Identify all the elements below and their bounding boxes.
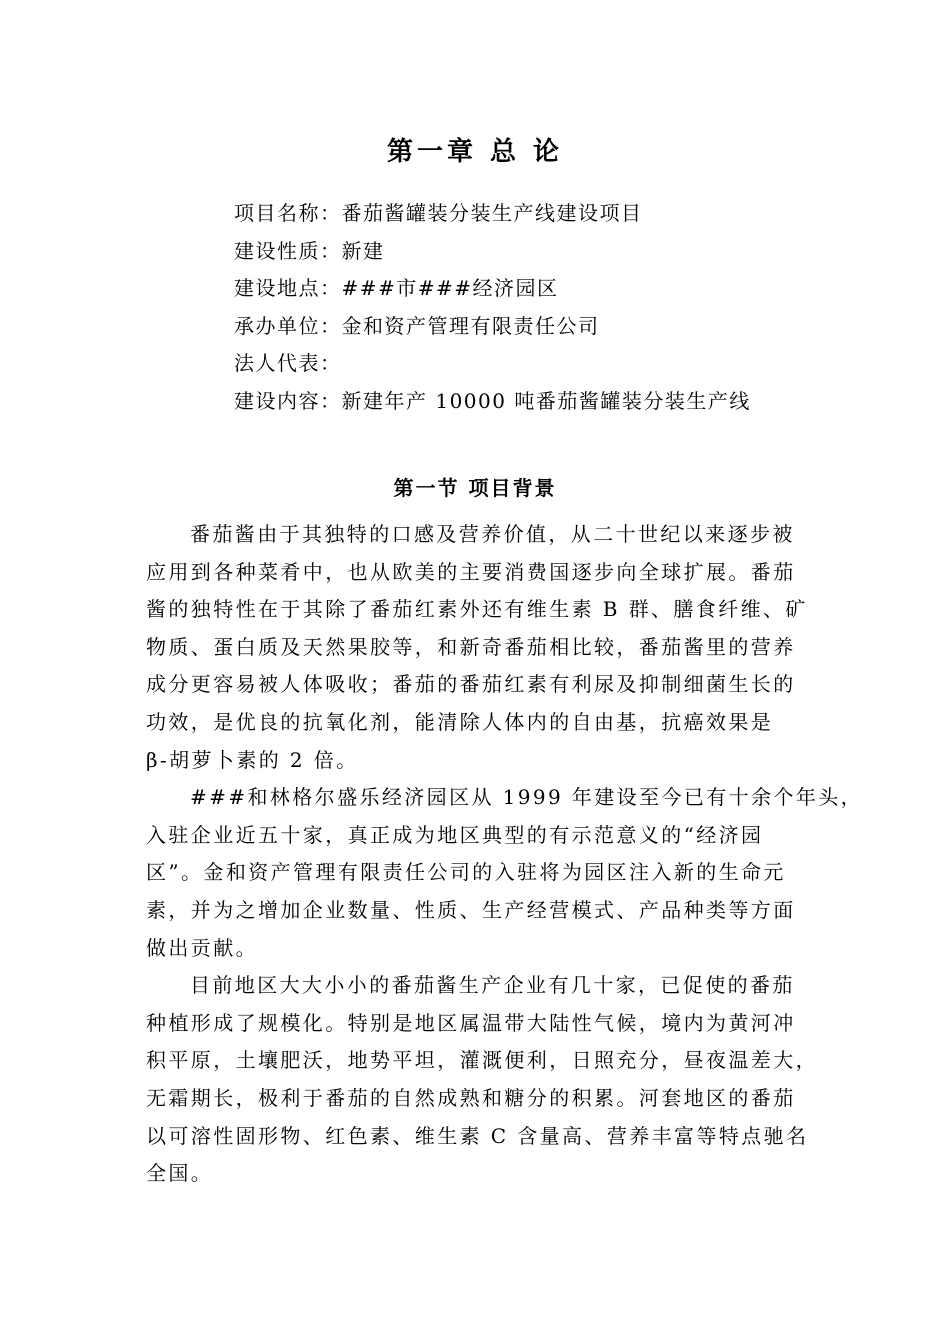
text-line: ###和林格尔盛乐经济园区从 1999 年建设至今已有十余个年头， xyxy=(190,785,864,810)
info-row-project-name xyxy=(234,195,854,233)
section-title: 第一节 项目背景 xyxy=(393,476,557,500)
project-info-list xyxy=(234,195,854,421)
info-value: 新建年产 10000 吨番茄酱罐装分装生产线 xyxy=(341,388,751,413)
text-line: 功效，是优良的抗氧化剂，能清除人体内的自由基，抗癌效果是 xyxy=(146,709,774,734)
info-row-location xyxy=(234,270,854,308)
info-row-legal-rep xyxy=(234,345,854,383)
text-line: 素，并为之增加企业数量、性质、生产经营模式、产品种类等方面 xyxy=(146,897,796,922)
text-line: 以可溶性固形物、红色素、维生素 C 含量高、营养丰富等特点驰名 xyxy=(146,1123,809,1148)
paragraph-park xyxy=(146,779,864,967)
info-label: 项目名称： xyxy=(234,201,342,225)
text-line: 酱的独特性在于其除了番茄红素外还有维生素 B 群、膳食纤维、矿 xyxy=(146,597,808,622)
chapter-title: 第一章 总 论 xyxy=(386,137,564,167)
text-line: 物质、蛋白质及天然果胶等，和新奇番茄相比较，番茄酱里的营养 xyxy=(146,634,796,659)
text-line: 应用到各种菜肴中，也从欧美的主要消费国逐步向全球扩展。番茄 xyxy=(146,559,796,584)
info-row-organizer xyxy=(234,308,854,346)
paragraph-region xyxy=(146,967,818,1193)
info-value: 金和资产管理有限责任公司 xyxy=(341,313,600,338)
info-label: 建设地点： xyxy=(234,276,342,301)
text-line: 目前地区大大小小的番茄酱生产企业有几十家，已促使的番茄 xyxy=(190,973,795,998)
info-row-content xyxy=(234,383,854,421)
text-line: 入驻企业近五十家，真正成为地区典型的有示范意义的“经济园 xyxy=(146,822,764,847)
text-line: 种植形成了规模化。特别是地区属温带大陆性气候，境内为黄河冲 xyxy=(146,1010,796,1035)
body-text xyxy=(146,516,864,1193)
info-label: 法人代表： xyxy=(234,351,342,376)
info-value: ###市###经济园区 xyxy=(341,276,559,301)
info-row-construction-type xyxy=(234,233,854,271)
text-line: 全国。 xyxy=(146,1161,214,1186)
paragraph-background xyxy=(146,516,808,779)
info-label: 承办单位： xyxy=(234,313,342,338)
info-label: 建设性质： xyxy=(234,238,342,263)
text-line: 积平原，土壤肥沃，地势平坦，灌溉便利，日照充分，昼夜温差大， xyxy=(146,1048,818,1073)
text-line: 做出贡献。 xyxy=(146,935,258,960)
info-value: 番茄酱罐装分装生产线建设项目 xyxy=(341,201,643,225)
text-line: β-胡萝卜素的 2 倍。 xyxy=(146,747,359,772)
info-value: 新建 xyxy=(341,238,385,263)
text-line: 区”。金和资产管理有限责任公司的入驻将为园区注入新的生命元 xyxy=(146,860,786,885)
text-line: 番茄酱由于其独特的口感及营养价值，从二十世纪以来逐步被 xyxy=(190,522,795,546)
text-line: 无霜期长，极利于番茄的自然成熟和糖分的积累。河套地区的番茄 xyxy=(146,1085,796,1110)
info-label: 建设内容： xyxy=(234,388,342,413)
text-line: 成分更容易被人体吸收；番茄的番茄红素有利尿及抑制细菌生长的 xyxy=(146,672,796,697)
